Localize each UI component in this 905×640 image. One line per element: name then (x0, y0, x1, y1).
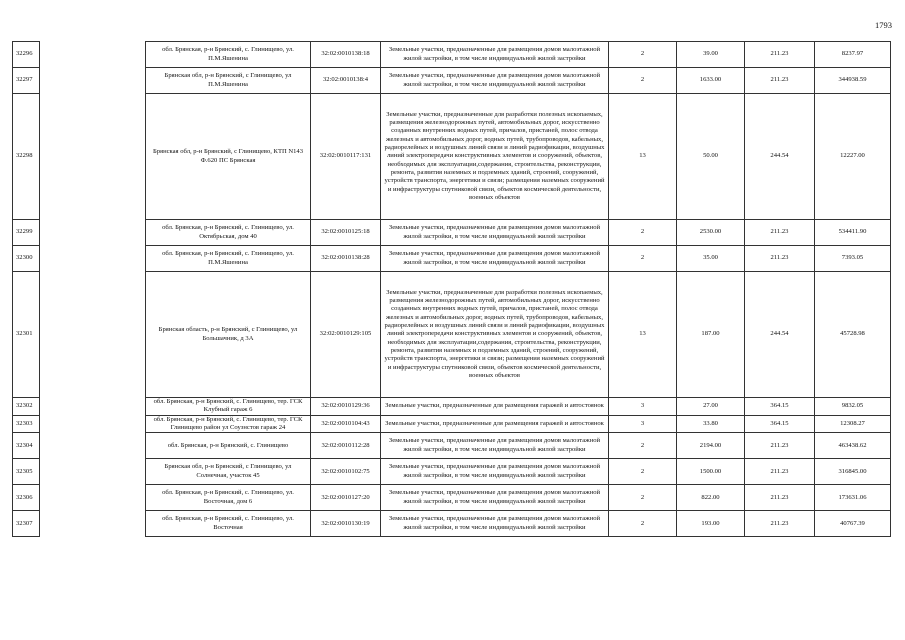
cadastral-number-cell: 32:02:0010138:28 (311, 246, 381, 272)
cadastral-value-cell: 45728.98 (815, 272, 891, 398)
record-number: 32304 (13, 433, 40, 459)
specific-value-cell: 211.23 (745, 511, 815, 537)
spacer-cell (40, 415, 146, 433)
address-cell: обл. Брянская, р-н Брянский, с. Глинищево (146, 433, 311, 459)
cadastral-value-cell: 12308.27 (815, 415, 891, 433)
specific-value-cell: 211.23 (745, 459, 815, 485)
area-cell: 39.00 (677, 42, 745, 68)
specific-value-cell: 211.23 (745, 220, 815, 246)
land-purpose-cell: Земельные участки, предназначенные для размещения домов малоэтажной жилой застройки, в том числе индивидуальной жилой застройки (381, 68, 609, 94)
area-cell: 187.00 (677, 272, 745, 398)
area-cell: 193.00 (677, 511, 745, 537)
table-row (13, 485, 891, 511)
address-cell: Брянская область, р-н Брянский, с Глинищево, ул Большачник, д 3А (146, 272, 311, 398)
specific-value-cell: 364.15 (745, 415, 815, 433)
specific-value-cell: 211.23 (745, 68, 815, 94)
spacer-cell (40, 68, 146, 94)
land-purpose-cell: Земельные участки, предназначенные для размещения домов малоэтажной жилой застройки, в том числе индивидуальной жилой застройки (381, 246, 609, 272)
table-row (13, 415, 891, 433)
address-cell: обл. Брянская, р-н Брянский, с. Глинищево, ул. П.М.Яшенина (146, 246, 311, 272)
specific-value-cell: 244.54 (745, 272, 815, 398)
area-cell: 33.80 (677, 415, 745, 433)
spacer-cell (40, 94, 146, 220)
table-row (13, 433, 891, 459)
land-purpose-cell: Земельные участки, предназначенные для размещения домов малоэтажной жилой застройки, в том числе индивидуальной жилой застройки (381, 42, 609, 68)
land-purpose-cell: Земельные участки, предназначенные для размещения домов малоэтажной жилой застройки, в том числе индивидуальной жилой застройки (381, 511, 609, 537)
table-row (13, 220, 891, 246)
specific-value-cell: 211.23 (745, 433, 815, 459)
cadastral-value-cell: 8237.97 (815, 42, 891, 68)
record-number: 32301 (13, 272, 40, 398)
cadastral-number-cell: 32:02:0010104:43 (311, 415, 381, 433)
table-row (13, 511, 891, 537)
land-purpose-cell: Земельные участки, предназначенные для размещения домов малоэтажной жилой застройки, в том числе индивидуальной жилой застройки (381, 485, 609, 511)
address-cell: Брянская обл, р-н Брянский, с Глинищево, ул Солнечная, участок 45 (146, 459, 311, 485)
table-row (13, 246, 891, 272)
purpose-group-code-cell: 3 (609, 398, 677, 416)
specific-value-cell: 211.23 (745, 485, 815, 511)
spacer-cell (40, 398, 146, 416)
cadastral-number-cell: 32:02:0010129:105 (311, 272, 381, 398)
spacer-cell (40, 246, 146, 272)
cadastral-value-cell: 463438.62 (815, 433, 891, 459)
purpose-group-code-cell: 2 (609, 220, 677, 246)
specific-value-cell: 211.23 (745, 246, 815, 272)
cadastral-number-cell: 32:02:0010138:4 (311, 68, 381, 94)
spacer-cell (40, 511, 146, 537)
specific-value-cell: 211.23 (745, 42, 815, 68)
table-row (13, 459, 891, 485)
purpose-group-code-cell: 3 (609, 415, 677, 433)
area-cell: 2194.00 (677, 433, 745, 459)
specific-value-cell: 364.15 (745, 398, 815, 416)
table-row (13, 94, 891, 220)
land-purpose-cell: Земельные участки, предназначенные для размещения гаражей и автостоянок (381, 415, 609, 433)
land-purpose-cell: Земельные участки, предназначенные для разработки полезных ископаемых, размещения железнодорожных путей, автомобильных дорог, искусственно созданных внутренних водных путей, причалов, пристаней, полос отвода железных и автомобильных дорог, водных путей, трубопроводов, кабельных, радиорелейных и воздушных линий связи и линий радиофикации, воздушных линий электропередачи конструктивных элементов и сооружений, объектов, необходимых для эксплуатации,содержания, строительства, реконструкции, ремонта, развития наземных и подземных зданий, строений, сооружений, устройств транспорта, энергетики и связи; размещения наземных сооружений и инфраструктуры спутниковой связи, объектов космической деятельности, военных объектов (381, 272, 609, 398)
area-cell: 27.00 (677, 398, 745, 416)
land-purpose-cell: Земельные участки, предназначенные для разработки полезных ископаемых, размещения железнодорожных путей, автомобильных дорог, искусственно созданных внутренних водных путей, причалов, пристаней, полос отвода железных и автомобильных дорог, водных путей, трубопроводов, кабельных, радиорелейных и воздушных линий связи и линий радиофикации, воздушных линий электропередачи конструктивных элементов и сооружений, объектов, необходимых для эксплуатации,содержания, строительства, реконструкции, ремонта, развития наземных и подземных зданий, строений, сооружений, устройств транспорта, энергетики и связи; размещения наземных сооружений и инфраструктуры спутниковой связи, объектов космической деятельности, военных объектов (381, 94, 609, 220)
cadastral-number-cell: 32:02:0010130:19 (311, 511, 381, 537)
purpose-group-code-cell: 2 (609, 433, 677, 459)
page-number: 1793 (875, 20, 892, 30)
address-cell: обл. Брянская, р-н Брянский, с. Глинищево, ул. Восточная, дом 6 (146, 485, 311, 511)
address-cell: Брянская обл, р-н Брянский, с Глинищево, КТП N143 Ф.620 ПС Брянская (146, 94, 311, 220)
cadastral-number-cell: 32:02:0010127:20 (311, 485, 381, 511)
cadastral-number-cell: 32:02:0010117:131 (311, 94, 381, 220)
table-row (13, 68, 891, 94)
spacer-cell (40, 485, 146, 511)
address-cell: обл. Брянская, р-н Брянский, с. Глинищево, ул. П.М.Яшенина (146, 42, 311, 68)
address-cell: обл. Брянская, р-н Брянский, с. Глинищево, ул. Восточная (146, 511, 311, 537)
cadastral-value-cell: 12227.00 (815, 94, 891, 220)
spacer-cell (40, 42, 146, 68)
specific-value-cell: 244.54 (745, 94, 815, 220)
record-number: 32307 (13, 511, 40, 537)
area-cell: 50.00 (677, 94, 745, 220)
spacer-cell (40, 433, 146, 459)
spacer-cell (40, 272, 146, 398)
area-cell: 1633.00 (677, 68, 745, 94)
table-body (13, 42, 891, 537)
area-cell: 1500.00 (677, 459, 745, 485)
address-cell: обл. Брянская, р-н Брянский, с. Глинищево, тер. ГСК Глинищево район ул Соузнстов гараж 24 (146, 415, 311, 433)
table-row (13, 272, 891, 398)
purpose-group-code-cell: 2 (609, 485, 677, 511)
cadastral-value-cell: 7393.05 (815, 246, 891, 272)
record-number: 32305 (13, 459, 40, 485)
record-number: 32298 (13, 94, 40, 220)
area-cell: 35.00 (677, 246, 745, 272)
purpose-group-code-cell: 2 (609, 246, 677, 272)
cadastral-value-table (12, 41, 891, 537)
purpose-group-code-cell: 2 (609, 511, 677, 537)
cadastral-number-cell: 32:02:0010125:18 (311, 220, 381, 246)
cadastral-value-cell: 40767.39 (815, 511, 891, 537)
purpose-group-code-cell: 2 (609, 42, 677, 68)
spacer-cell (40, 220, 146, 246)
cadastral-value-cell: 173631.06 (815, 485, 891, 511)
land-purpose-cell: Земельные участки, предназначенные для размещения гаражей и автостоянок (381, 398, 609, 416)
cadastral-number-cell: 32:02:0010129:36 (311, 398, 381, 416)
purpose-group-code-cell: 13 (609, 94, 677, 220)
cadastral-value-cell: 316845.00 (815, 459, 891, 485)
purpose-group-code-cell: 2 (609, 68, 677, 94)
land-purpose-cell: Земельные участки, предназначенные для размещения домов малоэтажной жилой застройки, в том числе индивидуальной жилой застройки (381, 433, 609, 459)
address-cell: обл. Брянская, р-н Брянский, с. Глинищево, тер. ГСК Клубный гараж 6 (146, 398, 311, 416)
area-cell: 822.00 (677, 485, 745, 511)
cadastral-value-cell: 534411.90 (815, 220, 891, 246)
table-row (13, 398, 891, 416)
record-number: 32299 (13, 220, 40, 246)
spacer-cell (40, 459, 146, 485)
address-cell: Брянская обл, р-н Брянский, с Глинищево, ул П.М.Яшенина (146, 68, 311, 94)
record-number: 32300 (13, 246, 40, 272)
cadastral-value-cell: 344938.59 (815, 68, 891, 94)
cadastral-number-cell: 32:02:0010112:28 (311, 433, 381, 459)
land-purpose-cell: Земельные участки, предназначенные для размещения домов малоэтажной жилой застройки, в том числе индивидуальной жилой застройки (381, 459, 609, 485)
purpose-group-code-cell: 2 (609, 459, 677, 485)
area-cell: 2530.00 (677, 220, 745, 246)
record-number: 32296 (13, 42, 40, 68)
record-number: 32302 (13, 398, 40, 416)
address-cell: обл. Брянская, р-н Брянский, с. Глинищево, ул. Октябрьская, дом 40 (146, 220, 311, 246)
table-row (13, 42, 891, 68)
record-number: 32306 (13, 485, 40, 511)
cadastral-value-cell: 9832.05 (815, 398, 891, 416)
cadastral-number-cell: 32:02:0010102:75 (311, 459, 381, 485)
record-number: 32303 (13, 415, 40, 433)
cadastral-number-cell: 32:02:0010138:18 (311, 42, 381, 68)
land-purpose-cell: Земельные участки, предназначенные для размещения домов малоэтажной жилой застройки, в том числе индивидуальной жилой застройки (381, 220, 609, 246)
purpose-group-code-cell: 13 (609, 272, 677, 398)
record-number: 32297 (13, 68, 40, 94)
